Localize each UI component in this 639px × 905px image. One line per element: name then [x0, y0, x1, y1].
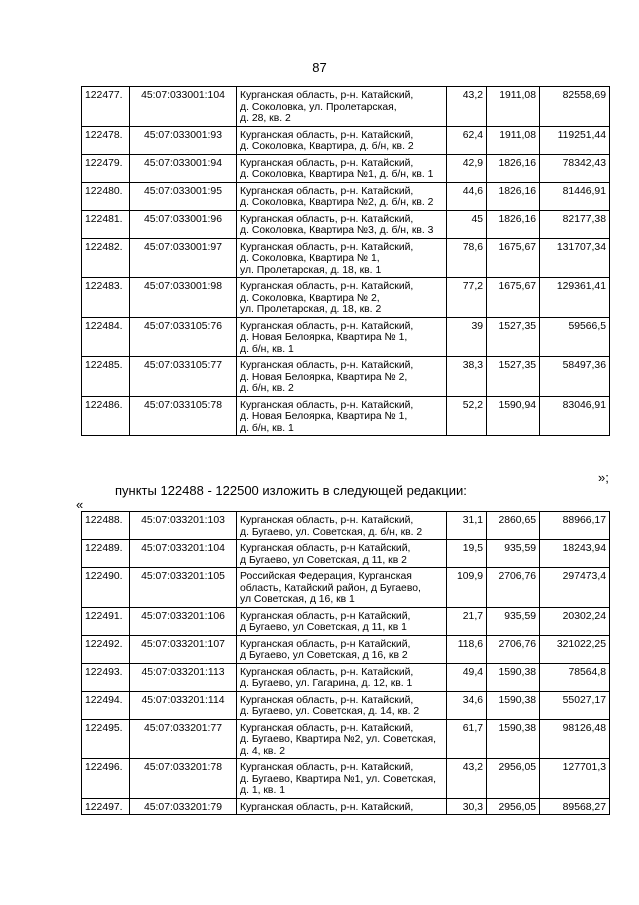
address-line: д. 28, кв. 2	[240, 113, 291, 124]
area-cell: 78,6	[447, 238, 487, 278]
table-row	[82, 798, 610, 815]
address-cell	[237, 154, 447, 182]
address-line: д. Бугаево, Квартира №2, ул. Советская,	[240, 734, 437, 745]
address-line: Российская Федерация, Курганская	[240, 571, 412, 582]
unit-price-cell: 2956,05	[487, 798, 540, 815]
address-line: д. Соколовка, Квартира №1, д. б/н, кв. 1	[240, 169, 434, 180]
address-line: д. Соколовка, Квартира №3, д. б/н, кв. 3	[240, 225, 434, 236]
unit-price-cell: 1527,35	[487, 317, 540, 357]
cadastral-value-cell: 78564,8	[540, 663, 610, 691]
table-row	[82, 568, 610, 608]
cadastral-number-cell: 45:07:033001:97	[130, 238, 237, 278]
address-line: Курганская область, р-н. Катайский,	[240, 90, 414, 101]
property-table-1	[81, 86, 610, 436]
row-number-cell: 122485.	[82, 357, 130, 397]
unit-price-cell: 1675,67	[487, 238, 540, 278]
address-line: д. Соколовка, Квартира № 2,	[240, 292, 380, 304]
address-line: Курганская область, р-н. Катайский,	[240, 399, 414, 411]
closing-quote: »;	[598, 470, 609, 485]
table-row	[82, 238, 610, 278]
address-line: Курганская область, р-н. Катайский,	[240, 185, 414, 197]
cadastral-value-cell: 82558,69	[540, 87, 610, 127]
table-row	[82, 719, 610, 759]
address-cell	[237, 798, 447, 815]
address-line: Курганская область, р-н. Катайский,	[240, 241, 414, 253]
table-row	[82, 182, 610, 210]
cadastral-value-cell: 20302,24	[540, 607, 610, 635]
area-cell: 49,4	[447, 663, 487, 691]
address-cell	[237, 607, 447, 635]
address-line: Курганская область, р-н. Катайский,	[240, 213, 414, 225]
address-cell	[237, 357, 447, 397]
cadastral-number-cell: 45:07:033201:113	[130, 663, 237, 691]
cadastral-value-cell: 18243,94	[540, 540, 610, 568]
address-line: ул Советская, д 16, кв 1	[240, 594, 355, 605]
address-cell	[237, 238, 447, 278]
area-cell: 61,7	[447, 719, 487, 759]
address-cell	[237, 126, 447, 154]
row-number-cell: 122493.	[82, 663, 130, 691]
address-line: д. Соколовка, ул. Пролетарская,	[240, 101, 397, 113]
address-line: Курганская область, р-н. Катайский,	[240, 666, 414, 678]
row-number-cell: 122494.	[82, 691, 130, 719]
address-line: область, Катайский район, д Бугаево,	[240, 582, 421, 594]
address-line: Курганская область, р-н Катайский,	[240, 610, 411, 622]
area-cell: 109,9	[447, 568, 487, 608]
address-cell	[237, 719, 447, 759]
cadastral-value-cell: 129361,41	[540, 278, 610, 318]
address-line: Курганская область, р-н. Катайский,	[240, 801, 414, 813]
table-row	[82, 154, 610, 182]
cadastral-value-cell: 297473,4	[540, 568, 610, 608]
table-row	[82, 512, 610, 540]
cadastral-number-cell: 45:07:033105:76	[130, 317, 237, 357]
area-cell: 77,2	[447, 278, 487, 318]
address-cell	[237, 210, 447, 238]
row-number-cell: 122483.	[82, 278, 130, 318]
unit-price-cell: 1675,67	[487, 278, 540, 318]
cadastral-value-cell: 58497,36	[540, 357, 610, 397]
address-line: д. Бугаево, ул. Советская, д. 14, кв. 2	[240, 706, 420, 717]
cadastral-value-cell: 55027,17	[540, 691, 610, 719]
table-row	[82, 607, 610, 635]
table-row	[82, 278, 610, 318]
address-line: Курганская область, р-н. Катайский,	[240, 722, 414, 734]
address-line: Курганская область, р-н. Катайский,	[240, 281, 414, 292]
address-cell	[237, 278, 447, 318]
unit-price-cell: 1911,08	[487, 126, 540, 154]
cadastral-value-cell: 88966,17	[540, 512, 610, 540]
address-line: д Бугаево, ул Советская, д 11, кв 2	[240, 554, 407, 566]
unit-price-cell: 2860,65	[487, 512, 540, 540]
address-line: д Бугаево, ул Советская, д 16, кв 2	[240, 650, 408, 661]
address-line: д. Новая Белоярка, Квартира № 1,	[240, 411, 408, 422]
cadastral-number-cell: 45:07:033201:106	[130, 607, 237, 635]
cadastral-number-cell: 45:07:033201:79	[130, 798, 237, 815]
unit-price-cell: 1590,94	[487, 396, 540, 436]
cadastral-number-cell: 45:07:033105:78	[130, 396, 237, 436]
address-line: Курганская область, р-н. Катайский,	[240, 694, 414, 706]
area-cell: 39	[447, 317, 487, 357]
page-number: 87	[312, 60, 327, 75]
row-number-cell: 122484.	[82, 317, 130, 357]
address-line: д. б/н, кв. 1	[240, 343, 294, 355]
cadastral-number-cell: 45:07:033001:93	[130, 126, 237, 154]
row-number-cell: 122491.	[82, 607, 130, 635]
row-number-cell: 122481.	[82, 210, 130, 238]
cadastral-number-cell: 45:07:033001:95	[130, 182, 237, 210]
address-line: Курганская область, р-н. Катайский,	[240, 360, 414, 371]
address-cell	[237, 759, 447, 799]
table-row	[82, 691, 610, 719]
row-number-cell: 122489.	[82, 540, 130, 568]
address-cell	[237, 568, 447, 608]
address-line: д. 4, кв. 2	[240, 745, 286, 757]
unit-price-cell: 1826,16	[487, 154, 540, 182]
address-cell	[237, 317, 447, 357]
area-cell: 21,7	[447, 607, 487, 635]
cadastral-number-cell: 45:07:033001:94	[130, 154, 237, 182]
address-line: д. 1, кв. 1	[240, 785, 286, 796]
cadastral-number-cell: 45:07:033201:114	[130, 691, 237, 719]
row-number-cell: 122479.	[82, 154, 130, 182]
address-line: д. Соколовка, Квартира № 1,	[240, 253, 380, 264]
cadastral-number-cell: 45:07:033201:77	[130, 719, 237, 759]
row-number-cell: 122488.	[82, 512, 130, 540]
area-cell: 62,4	[447, 126, 487, 154]
unit-price-cell: 1590,38	[487, 719, 540, 759]
address-line: Курганская область, р-н. Катайский,	[240, 157, 414, 169]
area-cell: 34,6	[447, 691, 487, 719]
opening-quote: «	[76, 497, 84, 512]
table-row	[82, 663, 610, 691]
amendment-instruction: пункты 122488 - 122500 изложить в следующей редакции:	[115, 483, 467, 498]
address-cell	[237, 396, 447, 436]
address-line: д Бугаево, ул Советская, д 11, кв 1	[240, 622, 407, 633]
row-number-cell: 122496.	[82, 759, 130, 799]
address-cell	[237, 512, 447, 540]
area-cell: 45	[447, 210, 487, 238]
cadastral-number-cell: 45:07:033201:107	[130, 635, 237, 663]
cadastral-number-cell: 45:07:033201:105	[130, 568, 237, 608]
area-cell: 52,2	[447, 396, 487, 436]
cadastral-number-cell: 45:07:033001:96	[130, 210, 237, 238]
unit-price-cell: 1826,16	[487, 182, 540, 210]
address-line: Курганская область, р-н. Катайский,	[240, 762, 414, 773]
row-number-cell: 122477.	[82, 87, 130, 127]
cadastral-value-cell: 127701,3	[540, 759, 610, 799]
address-line: д. Соколовка, Квартира, д. б/н, кв. 2	[240, 141, 414, 152]
address-line: д. Соколовка, Квартира №2, д. б/н, кв. 2	[240, 197, 434, 208]
cadastral-value-cell: 119251,44	[540, 126, 610, 154]
address-line: Курганская область, р-н. Катайский,	[240, 129, 414, 141]
area-cell: 42,9	[447, 154, 487, 182]
row-number-cell: 122486.	[82, 396, 130, 436]
address-cell	[237, 87, 447, 127]
address-cell	[237, 691, 447, 719]
table-row	[82, 635, 610, 663]
unit-price-cell: 935,59	[487, 540, 540, 568]
area-cell: 31,1	[447, 512, 487, 540]
address-line: д. Бугаево, Квартира №1, ул. Советская,	[240, 773, 437, 785]
cadastral-number-cell: 45:07:033201:78	[130, 759, 237, 799]
row-number-cell: 122482.	[82, 238, 130, 278]
address-line: д. б/н, кв. 1	[240, 422, 294, 434]
area-cell: 43,2	[447, 759, 487, 799]
address-line: д. б/н, кв. 2	[240, 383, 294, 394]
address-line: д. Новая Белоярка, Квартира № 1,	[240, 332, 408, 343]
cadastral-value-cell: 89568,27	[540, 798, 610, 815]
address-line: д. Бугаево, ул. Советская, д. б/н, кв. 2	[240, 526, 423, 538]
cadastral-number-cell: 45:07:033201:104	[130, 540, 237, 568]
cadastral-value-cell: 98126,48	[540, 719, 610, 759]
address-cell	[237, 663, 447, 691]
cadastral-number-cell: 45:07:033105:77	[130, 357, 237, 397]
cadastral-number-cell: 45:07:033001:98	[130, 278, 237, 318]
area-cell: 44,6	[447, 182, 487, 210]
area-cell: 19,5	[447, 540, 487, 568]
cadastral-value-cell: 83046,91	[540, 396, 610, 436]
area-cell: 30,3	[447, 798, 487, 815]
table-row	[82, 396, 610, 436]
cadastral-number-cell: 45:07:033201:103	[130, 512, 237, 540]
address-cell	[237, 635, 447, 663]
unit-price-cell: 2706,76	[487, 635, 540, 663]
table-row	[82, 357, 610, 397]
area-cell: 38,3	[447, 357, 487, 397]
address-line: ул. Пролетарская, д. 18, кв. 2	[240, 304, 382, 315]
row-number-cell: 122495.	[82, 719, 130, 759]
table-row	[82, 126, 610, 154]
unit-price-cell: 1911,08	[487, 87, 540, 127]
address-line: Курганская область, р-н. Катайский,	[240, 320, 414, 332]
row-number-cell: 122478.	[82, 126, 130, 154]
address-line: ул. Пролетарская, д. 18, кв. 1	[240, 264, 382, 276]
row-number-cell: 122492.	[82, 635, 130, 663]
row-number-cell: 122497.	[82, 798, 130, 815]
unit-price-cell: 2706,76	[487, 568, 540, 608]
cadastral-value-cell: 78342,43	[540, 154, 610, 182]
unit-price-cell: 1826,16	[487, 210, 540, 238]
cadastral-value-cell: 59566,5	[540, 317, 610, 357]
property-table-2	[81, 511, 610, 815]
unit-price-cell: 2956,05	[487, 759, 540, 799]
unit-price-cell: 1590,38	[487, 663, 540, 691]
cadastral-value-cell: 321022,25	[540, 635, 610, 663]
address-line: Курганская область, р-н Катайский,	[240, 543, 411, 554]
cadastral-value-cell: 82177,38	[540, 210, 610, 238]
row-number-cell: 122490.	[82, 568, 130, 608]
unit-price-cell: 1590,38	[487, 691, 540, 719]
area-cell: 118,6	[447, 635, 487, 663]
table-row	[82, 540, 610, 568]
unit-price-cell: 1527,35	[487, 357, 540, 397]
address-line: Курганская область, р-н. Катайский,	[240, 515, 414, 526]
address-line: д. Новая Белоярка, Квартира № 2,	[240, 371, 408, 383]
table-row	[82, 317, 610, 357]
address-cell	[237, 182, 447, 210]
area-cell: 43,2	[447, 87, 487, 127]
cadastral-value-cell: 81446,91	[540, 182, 610, 210]
row-number-cell: 122480.	[82, 182, 130, 210]
table-row	[82, 87, 610, 127]
table-row	[82, 210, 610, 238]
address-line: д. Бугаево, ул. Гагарина, д. 12, кв. 1	[240, 678, 413, 689]
cadastral-value-cell: 131707,34	[540, 238, 610, 278]
unit-price-cell: 935,59	[487, 607, 540, 635]
address-cell	[237, 540, 447, 568]
cadastral-number-cell: 45:07:033001:104	[130, 87, 237, 127]
table-row	[82, 759, 610, 799]
address-line: Курганская область, р-н Катайский,	[240, 638, 411, 650]
